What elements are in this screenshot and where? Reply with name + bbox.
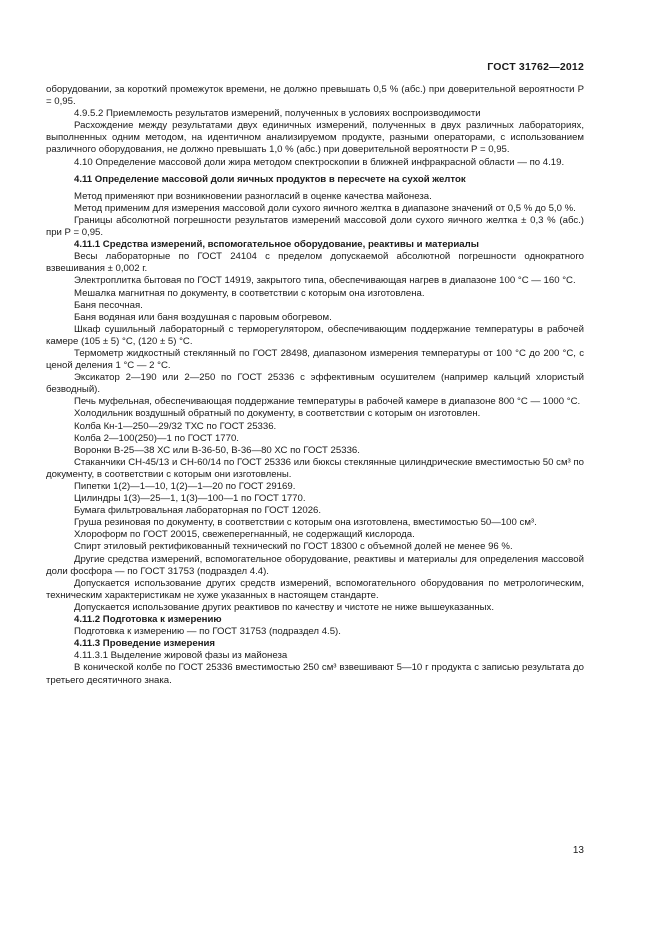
paragraph: Хлороформ по ГОСТ 20015, свежеперегнанный, не содержащий кислорода. bbox=[74, 529, 415, 541]
paragraph: Допускается использование других средств измерений, вспомогательного оборудования по метрологическим, техническим характеристикам не хуже указанных в настоящем стандарте. bbox=[46, 577, 584, 601]
page-header: ГОСТ 31762—2012 bbox=[487, 61, 584, 73]
paragraph: Цилиндры 1(3)—25—1, 1(3)—100—1 по ГОСТ 1770. bbox=[74, 493, 306, 505]
paragraph: Эксикатор 2—190 или 2—250 по ГОСТ 25336 с эффективным осушителем (например кальций хлористый безводный). bbox=[46, 372, 584, 396]
paragraph: Холодильник воздушный обратный по документу, в соответствии с которым он изготовлен. bbox=[74, 408, 481, 420]
paragraph: Другие средства измерений, вспомогательное оборудование, реактивы и материалы для определения массовой доли фосфора — по ГОСТ 31753 (подраздел 4.4). bbox=[46, 553, 584, 577]
paragraph: Электроплитка бытовая по ГОСТ 14919, закрытого типа, обеспечивающая нагрев в диапазоне 100 °С — 160 °С. bbox=[74, 275, 576, 287]
paragraph: Метод применяют при возникновении разногласий в оценке качества майонеза. bbox=[74, 190, 432, 202]
paragraph: Груша резиновая по документу, в соответствии с которым она изготовлена, вместимостью 50—100 см³. bbox=[74, 517, 537, 529]
paragraph: Границы абсолютной погрешности результатов измерений массовой доли сухого яичного желтка ± 0,3 % (абс.) при P = 0,95. bbox=[46, 214, 584, 239]
paragraph: Пипетки 1(2)—1—10, 1(2)—1—20 по ГОСТ 29169. bbox=[74, 481, 296, 492]
paragraph: оборудовании, за короткий промежуток времени, не должно превышать 0,5 % (абс.) при доверительной вероятности P = 0,95. bbox=[46, 84, 584, 108]
paragraph: Стаканчики СН-45/13 и СН-60/14 по ГОСТ 25336 или бюксы стеклянные цилиндрические вместимостью 50 см³ по документу, в соответствии с которым они изготовлены. bbox=[46, 456, 584, 480]
paragraph: Баня песочная. bbox=[74, 299, 143, 311]
paragraph: Воронки В-25—38 ХС или В-36-50, В-36—80 ХС по ГОСТ 25336. bbox=[74, 444, 360, 456]
paragraph: Допускается использование других реактивов по качеству и чистоте не ниже вышеуказанных. bbox=[74, 601, 494, 613]
paragraph: 4.9.5.2 Приемлемость результатов измерений, полученных в условиях воспроизводимости bbox=[74, 108, 481, 120]
paragraph: Мешалка магнитная по документу, в соответствии с которым она изготовлена. bbox=[74, 287, 425, 299]
subsection-heading: 4.11.2 Подготовка к измерению bbox=[74, 614, 222, 626]
paragraph: Метод применим для измерения массовой доли сухого яичного желтка в диапазоне значений от 0,5 % до 5,0 %. bbox=[74, 202, 576, 214]
paragraph: Колба 2—100(250)—1 по ГОСТ 1770. bbox=[74, 432, 239, 444]
paragraph: Термометр жидкостный стеклянный по ГОСТ 28498, диапазоном измерения температуры от 100 °С до 200 °С, с ценой деления 1 °С — 2 °С. bbox=[46, 347, 584, 372]
paragraph: Шкаф сушильный лабораторный с терморегулятором, обеспечивающим поддержание температуры в рабочей камере (105 ± 5) °С, (120 ± 5) °С. bbox=[46, 323, 584, 347]
paragraph: Подготовка к измерению — по ГОСТ 31753 (подраздел 4.5). bbox=[74, 626, 341, 638]
paragraph: Бумага фильтровальная лабораторная по ГОСТ 12026. bbox=[74, 505, 322, 517]
page-number: 13 bbox=[572, 845, 584, 856]
paragraph: Расхождение между результатами двух единичных измерений, полученных в двух различных лабораториях, выполненных одним методом, на идентичном анализируемом продукте, разными операторами, с использованием различного оборудования, не должно превышать 1,0 % (абс.) при доверительной вероятности P = 0,95. bbox=[46, 120, 584, 156]
paragraph: Печь муфельная, обеспечивающая поддержание температуры в рабочей камере в диапазоне 800 °С — 1000 °С. bbox=[74, 396, 581, 408]
paragraph: 4.11.3.1 Выделение жировой фазы из майонеза bbox=[74, 650, 288, 662]
paragraph: Баня водяная или баня воздушная с паровым обогревом. bbox=[74, 311, 332, 323]
paragraph: 4.10 Определение массовой доли жира методом спектроскопии в ближней инфракрасной области — по 4.19. bbox=[74, 156, 565, 168]
subsection-heading: 4.11.3 Проведение измерения bbox=[74, 638, 215, 650]
subsection-heading: 4.11.1 Средства измерений, вспомогательное оборудование, реактивы и материалы bbox=[74, 239, 479, 251]
paragraph: Весы лабораторные по ГОСТ 24104 с пределом допускаемой абсолютной погрешности однократного взвешивания ± 0,002 г. bbox=[46, 251, 584, 275]
paragraph: В конической колбе по ГОСТ 25336 вместимостью 250 см³ взвешивают 5—10 г продукта с записью результата до третьего десятичного знака. bbox=[46, 662, 584, 686]
paragraph: Колба Кн-1—250—29/32 ТХС по ГОСТ 25336. bbox=[74, 420, 277, 432]
document-body bbox=[46, 84, 584, 687]
paragraph: Спирт этиловый ректификованный технический по ГОСТ 18300 с объемной долей не менее 96 %. bbox=[74, 541, 513, 553]
section-heading: 4.11 Определение массовой доли яичных продуктов в пересчете на сухой желток bbox=[74, 173, 466, 185]
